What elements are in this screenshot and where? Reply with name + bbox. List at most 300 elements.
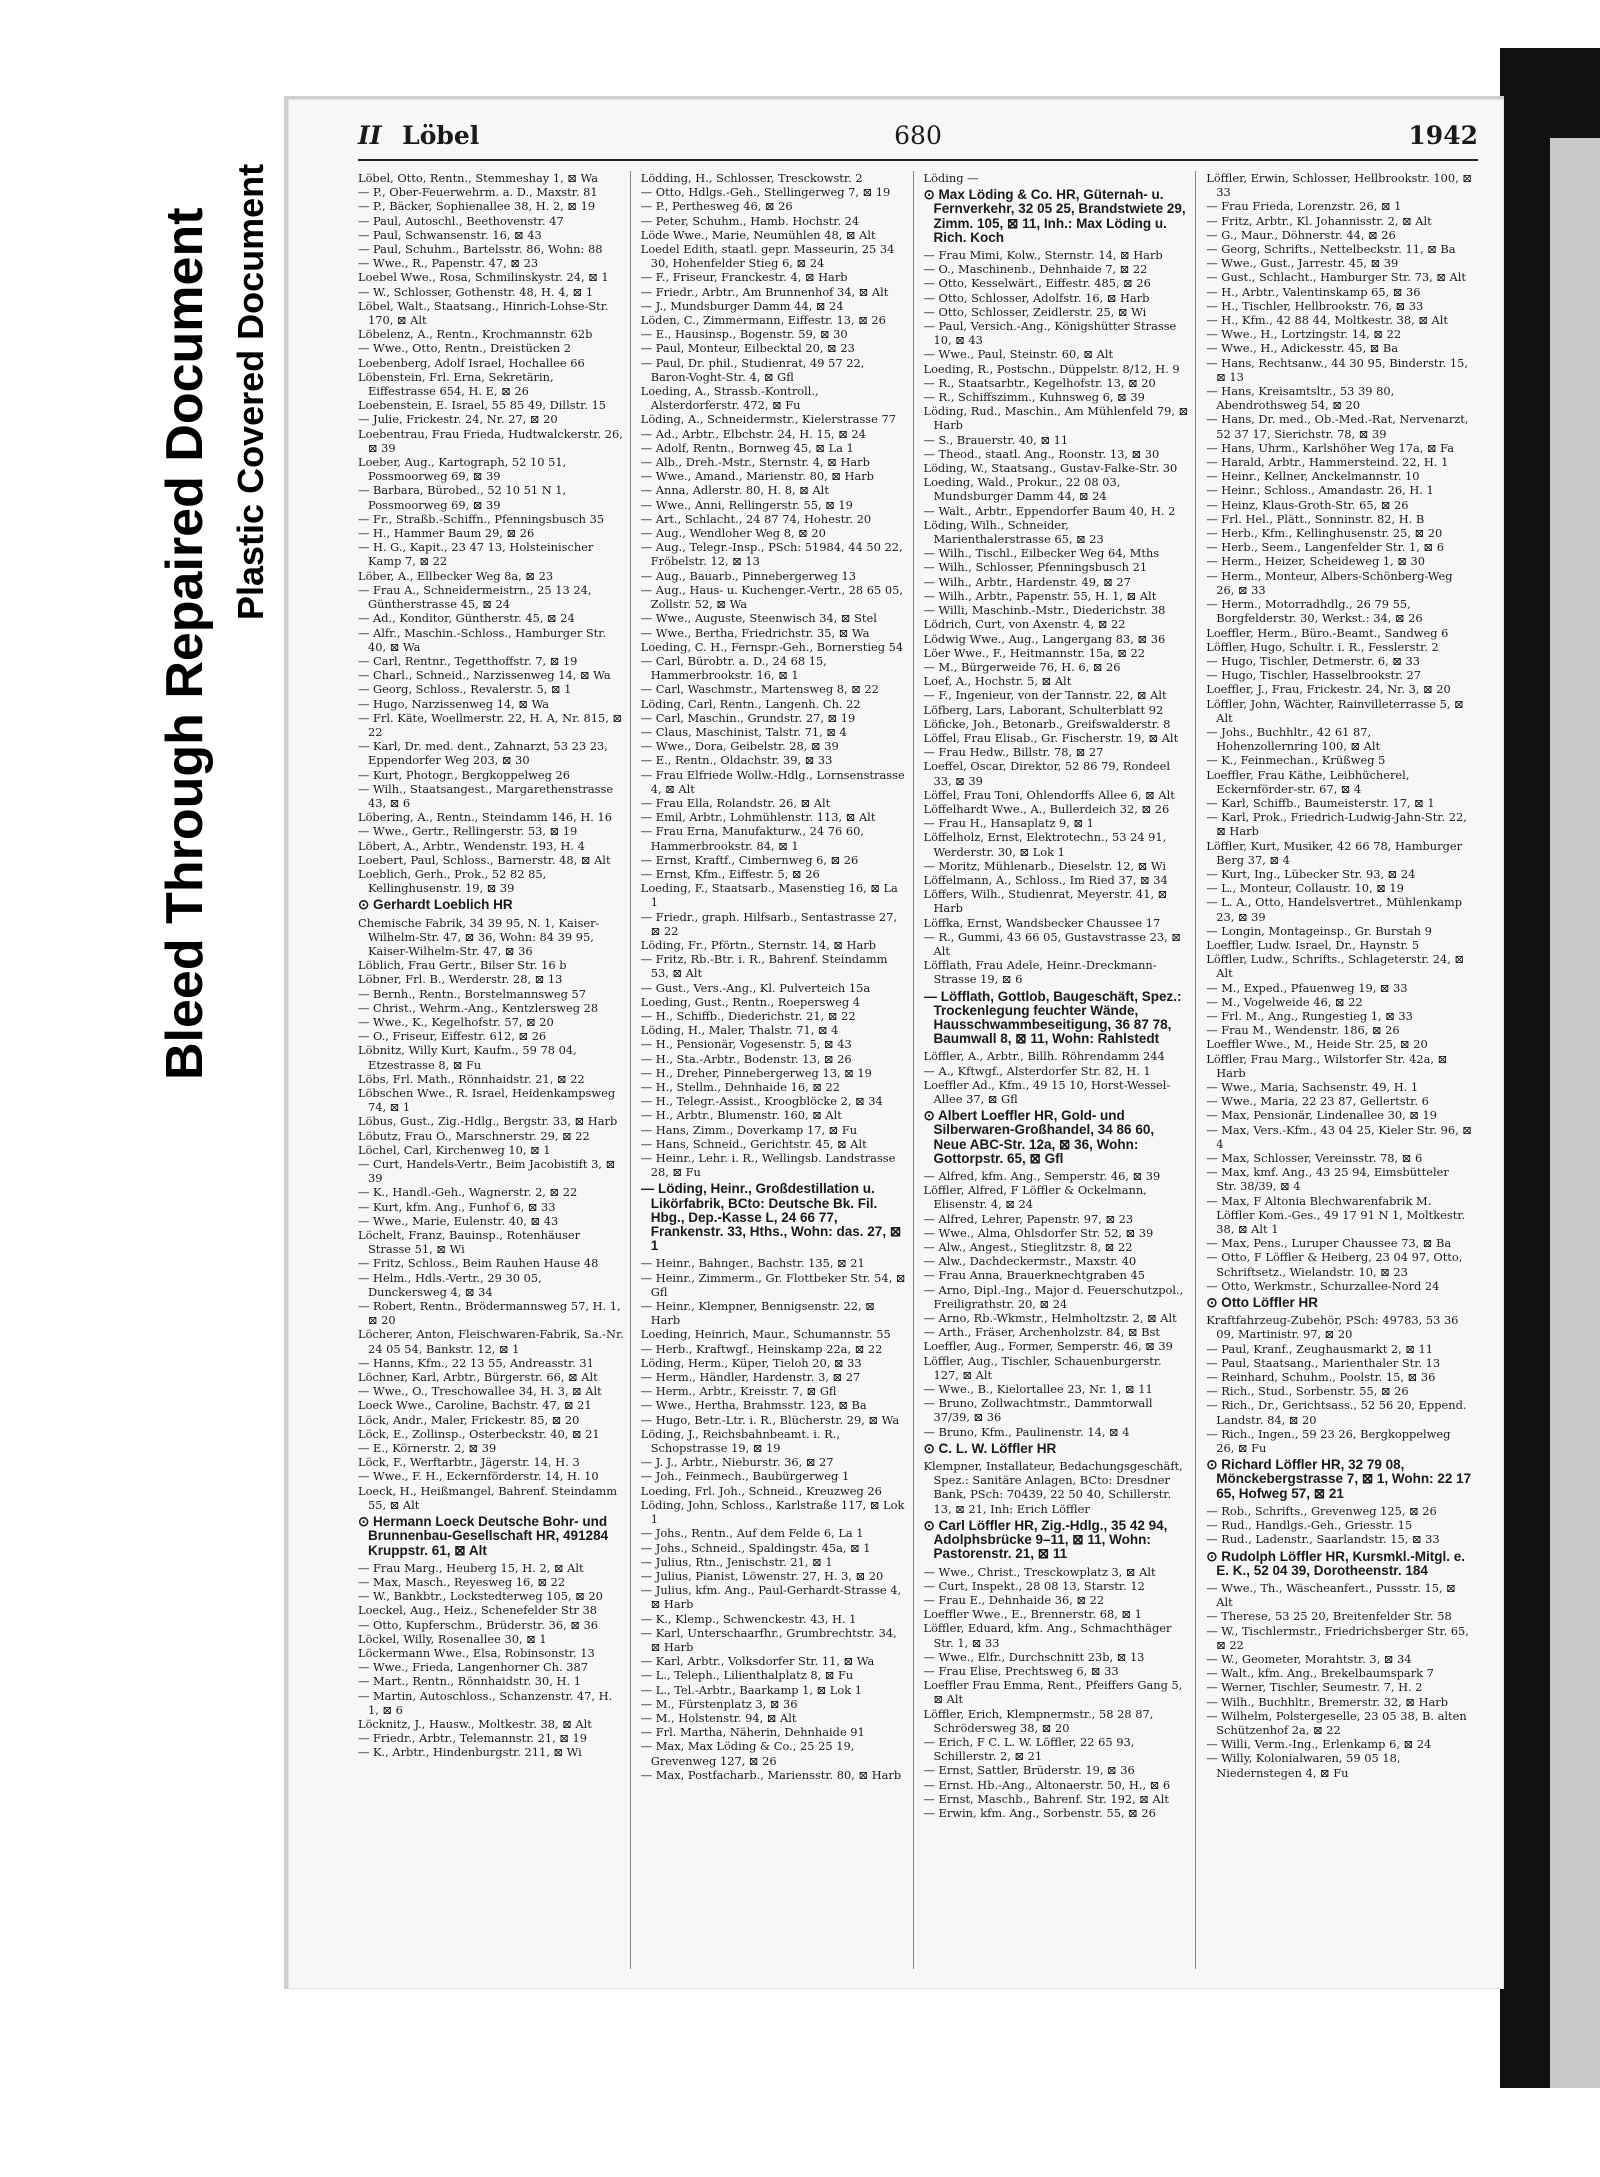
directory-entry: — Wwe., K., Kegelhofstr. 57, ⊠ 20 — [358, 1014, 554, 1029]
directory-entry: — Erwin, kfm. Ang., Sorbenstr. 55, ⊠ 26 — [923, 1805, 1156, 1820]
directory-entry: Löbschen Wwe., R. Israel, Heidenkampsweg 74, ⊠ 1 — [358, 1086, 616, 1115]
directory-entry: — Frau M., Wendenstr. 186, ⊠ 26 — [1206, 1023, 1400, 1038]
directory-entry: Loeding, Gust., Rentn., Roepersweg 4 — [640, 994, 861, 1009]
scan-edge — [1500, 48, 1600, 2088]
directory-entry: Loeding, A., Strassb.-Kontroll., Alsterdorferstr. 472, ⊠ Fu — [640, 384, 819, 413]
directory-entry: Löchner, Karl, Arbtr., Bürgerstr. 66, ⊠ Alt — [358, 1370, 598, 1385]
directory-entry: — Curt, Inspekt., 28 08 13, Starstr. 12 — [923, 1578, 1145, 1593]
directory-entry: — H., Sta.-Arbtr., Bodenstr. 13, ⊠ 26 — [640, 1051, 852, 1066]
directory-entry: — Alw., Dachdeckermstr., Maxstr. 40 — [923, 1254, 1137, 1269]
column-2 — [641, 171, 914, 1969]
directory-entry: — Frau E., Dehnhaide 36, ⊠ 22 — [923, 1592, 1105, 1607]
scan-edge-highlight — [1550, 138, 1600, 2088]
directory-entry: Loeffler Ad., Kfm., 49 15 10, Horst-Wessel-Allee 37, ⊠ Gfl — [923, 1077, 1171, 1106]
directory-entry: — H., Kfm., 42 88 44, Moltkestr. 38, ⊠ Alt — [1206, 313, 1448, 328]
directory-entry: — Herm., Motorradhdlg., 26 79 55, Borgfelderstr. 30, Werkst.: 34, ⊠ 26 — [1206, 597, 1423, 626]
directory-entry: — Hans, Uhrm., Karlshöher Weg 17a, ⊠ Fa — [1206, 440, 1455, 455]
directory-entry: Löfberg, Lars, Laborant, Schulterblatt 92 — [923, 702, 1164, 717]
directory-entry: — Rob., Schrifts., Grevenweg 125, ⊠ 26 — [1206, 1503, 1437, 1518]
directory-entry: — F., Friseur, Franckestr. 4, ⊠ Harb — [640, 270, 848, 285]
directory-entry: — Fritz, Arbtr., Kl. Johannisstr. 2, ⊠ Alt — [1206, 213, 1432, 228]
directory-entry: — Wwe., Anni, Rellingerstr. 55, ⊠ 19 — [640, 497, 853, 512]
directory-entry: — H., Dreher, Pinnebergerweg 13, ⊠ 19 — [640, 1065, 872, 1080]
directory-entry: — Karl, Prok., Friedrich-Ludwig-Jahn-Str. 22, ⊠ Harb — [1206, 810, 1467, 839]
directory-entry: Löbelenz, A., Rentn., Krochmannstr. 62b — [358, 327, 593, 342]
directory-entry: Löffler, Erich, Klempnermstr., 58 28 87, Schrödersweg 38, ⊠ 20 — [923, 1706, 1154, 1735]
directory-entry: — E., Hausinsp., Bogenstr. 59, ⊠ 30 — [640, 327, 848, 342]
directory-entry: — Wwe., Dora, Geibelstr. 28, ⊠ 39 — [640, 739, 839, 754]
directory-entry: — Carl, Bürobtr. a. D., 24 68 15, Hammerbrookstr. 16, ⊠ 1 — [640, 653, 827, 683]
directory-entry: Löffelholz, Ernst, Elektrotechn., 53 24 91, Werderstr. 30, ⊠ Lok 1 — [923, 830, 1167, 859]
directory-entry: — Otto, Kesselwärt., Eiffestr. 485, ⊠ 26 — [923, 276, 1151, 291]
directory-entry: — Werner, Tischler, Seumestr. 7, H. 2 — [1206, 1680, 1423, 1695]
directory-entry: Loebenberg, Adolf Israel, Hochallee 66 — [358, 355, 585, 370]
directory-entry: — Paul, Autoschl., Beethovenstr. 47 — [358, 213, 564, 228]
directory-entry: — K., Arbtr., Hindenburgstr. 211, ⊠ Wi — [358, 1745, 582, 1760]
directory-entry: — Helm., Hdls.-Vertr., 29 30 05, Dunckersweg 4, ⊠ 34 — [358, 1270, 542, 1299]
directory-entry: — Anna, Adlerstr. 80, H. 8, ⊠ Alt — [640, 483, 829, 498]
directory-entry: — Willi, Maschinb.-Mstr., Diederichstr. 38 — [923, 603, 1166, 618]
directory-entry: — Ernst, Kfm., Eiffestr. 5, ⊠ 26 — [640, 866, 820, 881]
directory-entry: — Julie, Frickestr. 24, Nr. 27, ⊠ 20 — [358, 412, 558, 427]
directory-entry: — Fr., Straßb.-Schiffn., Pfenningsbusch 35 — [358, 511, 605, 526]
directory-entry: — Hans, Kreisamtsltr., 53 39 80, Abendrothsweg 54, ⊠ 20 — [1206, 384, 1395, 413]
directory-entry: Loeber, Aug., Kartograph, 52 10 51, Possmoorweg 69, ⊠ 39 — [358, 455, 567, 484]
directory-entry: — Johs., Buchhltr., 42 61 87, Hohenzollernring 100, ⊠ Alt — [1206, 724, 1381, 754]
directory-entry: — H., Arbtr., Blumenstr. 160, ⊠ Alt — [640, 1108, 842, 1123]
directory-entry: — Wwe., H., Lortzingstr. 14, ⊠ 22 — [1206, 327, 1402, 342]
directory-entry: — W., Schlosser, Gothenstr. 48, H. 4, ⊠ 1 — [358, 284, 594, 299]
directory-entry: — Wwe., R., Papenstr. 47, ⊠ 23 — [358, 256, 539, 271]
directory-entry: — Heinr., Schloss., Amandastr. 26, H. 1 — [1206, 483, 1434, 498]
directory-entry: Klempner, Installateur, Bedachungsgeschäft, Spez.: Sanitäre Anlagen, BCto: Dresdner Bank, PSch: 70439, 22 50 40, Schillerstr. 13, ⊠ 21, Inh: Erich Löffler — [923, 1459, 1183, 1516]
directory-entry: — Adolf, Rentn., Bornweg 45, ⊠ La 1 — [640, 440, 854, 455]
directory-entry: Löbs, Frl. Math., Rönnhaidstr. 21, ⊠ 22 — [358, 1071, 585, 1086]
directory-entry: — Alfred, Lehrer, Papenstr. 97, ⊠ 23 — [923, 1211, 1134, 1226]
directory-entry: — Frl. Martha, Näherin, Dehnhaide 91 — [640, 1725, 865, 1740]
directory-entry: — Wilh., Buchhltr., Bremerstr. 32, ⊠ Harb — [1206, 1694, 1449, 1709]
directory-entry: — Wwe., Christ., Tresckowplatz 3, ⊠ Alt — [923, 1564, 1156, 1579]
directory-entry: — Georg, Schrifts., Nettelbeckstr. 11, ⊠ Ba — [1206, 242, 1456, 257]
directory-entry: Loeding, C. H., Fernspr.-Geh., Bornerstieg 54 — [640, 639, 904, 654]
directory-entry: — Otto, Werkmstr., Schurzallee-Nord 24 — [1206, 1278, 1440, 1293]
directory-entry: — Johs., Rentn., Auf dem Felde 6, La 1 — [640, 1526, 864, 1541]
directory-entry: Löbel, Otto, Rentn., Stemmeshay 1, ⊠ Wa — [358, 171, 599, 185]
directory-entry: — Carl, Rentnr., Tegetthoffstr. 7, ⊠ 19 — [358, 653, 578, 668]
directory-entry: Löffler, Aug., Tischler, Schauenburgerstr. 127, ⊠ Alt — [923, 1353, 1162, 1382]
directory-entry: — Arth., Fräser, Archenholzstr. 84, ⊠ Bst — [923, 1325, 1160, 1340]
directory-entry: — Longin, Montageinsp., Gr. Burstah 9 — [1206, 923, 1432, 938]
directory-entry: — Rich., Stud., Sorbenstr. 55, ⊠ 26 — [1206, 1384, 1409, 1399]
directory-entry: — Frl. Hel., Plätt., Sonninstr. 82, H. B — [1206, 511, 1425, 526]
directory-page — [284, 96, 1504, 1989]
directory-entry: — Paul, Staatsang., Marienthaler Str. 13 — [1206, 1355, 1441, 1370]
directory-entry: — Georg, Schloss., Revalerstr. 5, ⊠ 1 — [358, 682, 572, 697]
directory-entry: — Alfred, kfm. Ang., Semperstr. 46, ⊠ 39 — [923, 1169, 1161, 1184]
directory-entry: — E., Rentn., Oldachstr. 39, ⊠ 33 — [640, 753, 833, 768]
directory-entry: — Otto, F Löffler & Heiberg, 23 04 97, Otto, Schriftsetz., Wielandstr. 10, ⊠ 23 — [1206, 1250, 1463, 1279]
directory-entry: ⊙ Max Löding & Co. HR, Güternah- u. Fernverkehr, 32 05 25, Brandstwiete 29, Zimm. 105, ⊠ 11, Inh.: Max Löding u. Rich. Koch — [923, 187, 1186, 245]
directory-entry: — Löfflath, Gottlob, Baugeschäft, Spez.: Trockenlegung feuchter Wände, Hausschwammbeseitigung, 36 87 78, Baumwall 8, ⊠ 11, Wohn: Rahlstedt — [923, 988, 1182, 1047]
directory-entry: — Hugo, Tischler, Detmerstr. 6, ⊠ 33 — [1206, 653, 1420, 668]
directory-entry: — Fritz, Schloss., Beim Rauhen Hause 48 — [358, 1256, 599, 1271]
directory-entry: Löding — — [923, 171, 979, 185]
directory-entry: — Wwe., Maria, Sachsenstr. 49, H. 1 — [1206, 1080, 1419, 1094]
directory-year: 1942 — [1408, 121, 1478, 150]
directory-entry: Löden, C., Zimmermann, Eiffestr. 13, ⊠ 26 — [640, 313, 886, 328]
directory-entry: — Therese, 53 25 20, Breitenfelder Str. 58 — [1206, 1609, 1452, 1624]
column-1 — [358, 171, 631, 1969]
directory-entry: — Aug., Wendloher Weg 8, ⊠ 20 — [640, 526, 826, 541]
directory-entry: Löffler, Erwin, Schlosser, Hellbrookstr. 100, ⊠ 33 — [1206, 171, 1472, 200]
directory-entry: — Curt, Handels-Vertr., Beim Jacobistift 3, ⊠ 39 — [358, 1157, 616, 1186]
directory-entry: — Wwe., Hertha, Brahmsstr. 123, ⊠ Ba — [640, 1398, 867, 1413]
volume-number: II — [358, 121, 382, 150]
directory-entry: Loeblich, Gerh., Prok., 52 82 85, Kellinghusenstr. 19, ⊠ 39 — [358, 866, 547, 896]
directory-entry: — Löding, Heinr., Großdestillation u. Likörfabrik, BCto: Deutsche Bk. Fil. Hbg., Dep.-Kasse L, 24 66 77, Frankenstr. 33, Hths., Wohn: das. 27, ⊠ 1 — [640, 1181, 902, 1254]
directory-entry: — Harald, Arbtr., Hammersteind. 22, H. 1 — [1206, 455, 1449, 470]
directory-entry: — Friedr., Arbtr., Am Brunnenhof 34, ⊠ Alt — [640, 284, 889, 299]
directory-entry: — Fritz, Rb.-Btr. i. R., Bahrenf. Steindamm 53, ⊠ Alt — [640, 952, 888, 981]
directory-entry: Löding, John, Schloss., Karlstraße 117, ⊠ Lok 1 — [640, 1497, 905, 1527]
directory-entry: — Art., Schlacht., 24 87 74, Hohestr. 20 — [640, 511, 872, 526]
directory-entry: — Julius, Pianist, Löwenstr. 27, H. 3, ⊠ 20 — [640, 1568, 884, 1583]
directory-entry: Loeffler, J., Frau, Frickestr. 24, Nr. 3, ⊠ 20 — [1206, 682, 1451, 697]
directory-entry: — Barbara, Bürobed., 52 10 51 N 1, Possmoorweg 69, ⊠ 39 — [358, 483, 567, 512]
directory-entry: — Max, Schlosser, Vereinsstr. 78, ⊠ 6 — [1206, 1151, 1423, 1166]
directory-entry: — Otto, Schlosser, Adolfstr. 16, ⊠ Harb — [923, 290, 1150, 305]
directory-entry: — Herb., Seem., Langenfelder Str. 1, ⊠ 6 — [1206, 540, 1444, 555]
directory-entry: — Herb., Kfm., Kellinghusenstr. 25, ⊠ 20 — [1206, 526, 1443, 541]
directory-entry: Löffelmann, A., Schloss., Im Ried 37, ⊠ 34 — [923, 872, 1168, 887]
directory-entry: — Wwe., O., Treschowallee 34, H. 3, ⊠ Alt — [358, 1384, 602, 1399]
directory-entry: Löffka, Ernst, Wandsbecker Chaussee 17 — [923, 915, 1161, 930]
directory-entry: — L. A., Otto, Handelsvertret., Mühlenkamp 23, ⊠ 39 — [1206, 895, 1462, 924]
directory-entry: — Heinr., Lehr. i. R., Wellingsb. Landstrasse 28, ⊠ Fu — [640, 1151, 896, 1180]
directory-entry: — Max, Postfacharb., Mariensstr. 80, ⊠ Harb — [640, 1767, 902, 1782]
directory-entry: — Wwe., H., Adickesstr. 45, ⊠ Ba — [1206, 341, 1399, 356]
directory-entry: ⊙ Richard Löffler HR, 32 79 08, Mönckebergstrasse 7, ⊠ 1, Wohn: 22 17 65, Hofweg 57, ⊠ 21 — [1206, 1457, 1472, 1501]
directory-entry: — Joh., Feinmech., Baubürgerweg 1 — [640, 1469, 850, 1484]
directory-entry: Lödwig Wwe., Aug., Langergang 83, ⊠ 36 — [923, 631, 1166, 646]
directory-entry: Loeffel, Oscar, Direktor, 52 86 79, Rondeel 33, ⊠ 39 — [923, 759, 1171, 788]
directory-entry: Löffler, Eduard, kfm. Ang., Schmachthäger Str. 1, ⊠ 33 — [923, 1621, 1172, 1650]
directory-entry: — Erich, F C. L. W. Löffler, 22 65 93, Schillerstr. 2, ⊠ 21 — [923, 1734, 1135, 1764]
directory-entry: — Paul, Monteur, Eilbecktal 20, ⊠ 23 — [640, 341, 855, 356]
directory-entry: Löbnitz, Willy Kurt, Kaufm., 59 78 04, Etzestrasse 8, ⊠ Fu — [358, 1043, 577, 1072]
directory-entry: — Robert, Rentn., Brödermannsweg 57, H. 1, ⊠ 20 — [358, 1299, 621, 1328]
directory-entry: Löffler, Kurt, Musiker, 42 66 78, Hamburger Berg 37, ⊠ 4 — [1206, 838, 1463, 867]
directory-entry: — Paul, Schuhm., Bartelsstr. 86, Wohn: 88 — [358, 242, 603, 257]
directory-entry: Loeding, R., Postschn., Düppelstr. 8/12, H. 9 — [923, 361, 1180, 376]
directory-entry: — Gust., Schlacht., Hamburger Str. 73, ⊠ Alt — [1206, 270, 1466, 285]
directory-entry: — Frau H., Hansaplatz 9, ⊠ 1 — [923, 816, 1094, 831]
directory-entry: — Wwe., Amand., Marienstr. 80, ⊠ Harb — [640, 469, 874, 484]
directory-entry: — Karl, Unterschaarfhr., Grumbrechtstr. 34, ⊠ Harb — [640, 1625, 897, 1654]
directory-entry: — Wwe., Otto, Rentn., Dreistücken 2 — [358, 341, 572, 356]
directory-entry: — Bernh., Rentn., Borstelmannsweg 57 — [358, 986, 587, 1001]
directory-entry: Loeding, Frl. Joh., Schneid., Kreuzweg 26 — [640, 1483, 882, 1498]
directory-entry: — Walt., Arbtr., Eppendorfer Baum 40, H. 2 — [923, 503, 1176, 518]
directory-entry: Chemische Fabrik, 34 39 95, N. 1, Kaiser-Wilhelm-Str. 47, ⊠ 36, Wohn: 84 39 95, Kaiser-Wilhelm-Str. 47, ⊠ 36 — [358, 915, 600, 958]
directory-entry: — Willi, Verm.-Ing., Erlenkamp 6, ⊠ 24 — [1206, 1737, 1432, 1752]
directory-entry: Lödding, H., Schlosser, Tresckowstr. 2 — [640, 171, 863, 185]
bleed-through-label: Bleed Through Repaired Document — [156, 207, 214, 1080]
directory-entry: Loef, A., Hochstr. 5, ⊠ Alt — [923, 674, 1072, 689]
directory-entry: Lödrich, Curt, von Axenstr. 4, ⊠ 22 — [923, 617, 1126, 632]
directory-entry: — Wwe., Frieda, Langenhorner Ch. 387 — [358, 1660, 589, 1675]
directory-entry: — Hugo, Tischler, Hasselbrookstr. 27 — [1206, 668, 1422, 683]
directory-entry: — Martin, Autoschloss., Schanzenstr. 47, H. 1, ⊠ 6 — [358, 1688, 613, 1717]
directory-entry: ⊙ Albert Loeffler HR, Gold- und Silberwaren-Großhandel, 34 86 60, Neue ABC-Str. 12a, ⊠ 36, Wohn: Gottorpstr. 65, ⊠ Gfl — [923, 1108, 1155, 1166]
directory-entry: — Peter, Schuhm., Hamb. Hochstr. 24 — [640, 213, 860, 228]
directory-entry: — Hanns, Kfm., 22 13 55, Andreasstr. 31 — [358, 1355, 594, 1370]
directory-entry: — L., Monteur, Collaustr. 10, ⊠ 19 — [1206, 881, 1404, 896]
directory-entry: — Ernst, Kraftf., Cimbernweg 6, ⊠ 26 — [640, 852, 859, 867]
directory-entry: — Wwe., Alma, Ohlsdorfer Str. 52, ⊠ 39 — [923, 1225, 1154, 1240]
directory-entry: — Max, Max Löding & Co., 25 25 19, Grevenweg 127, ⊠ 26 — [640, 1739, 855, 1768]
directory-entry: — P., Bäcker, Sophienallee 38, H. 2, ⊠ 19 — [358, 199, 596, 214]
directory-entry: — Heinz, Klaus-Groth-Str. 65, ⊠ 26 — [1206, 497, 1409, 512]
directory-entry: — Hans, Dr. med., Ob.-Med.-Rat, Nervenarzt, 52 37 17, Sierichstr. 78, ⊠ 39 — [1206, 412, 1469, 441]
directory-entry: — Rud., Ladenstr., Saarlandstr. 15, ⊠ 33 — [1206, 1532, 1440, 1547]
directory-entry: — Herm., Händler, Hardenstr. 3, ⊠ 27 — [640, 1370, 861, 1385]
directory-entry: — Hans, Schneid., Gerichtstr. 45, ⊠ Alt — [640, 1136, 867, 1151]
directory-entry: Löckermann Wwe., Elsa, Robinsonstr. 13 — [358, 1645, 595, 1660]
directory-entry: — Moritz, Mühlenarb., Dieselstr. 12, ⊠ Wi — [923, 858, 1167, 873]
directory-entry: Löffler, John, Wächter, Rainvilleterrasse 5, ⊠ Alt — [1206, 696, 1464, 725]
directory-entry: — Paul, Schwansenstr. 16, ⊠ 43 — [358, 227, 542, 242]
directory-entry: Löck, F., Werftarbtr., Jägerstr. 14, H. 3 — [358, 1455, 580, 1470]
directory-entry: — M., Bürgerweide 76, H. 6, ⊠ 26 — [923, 659, 1121, 674]
directory-entry: — Max, Pensionär, Lindenallee 30, ⊠ 19 — [1206, 1108, 1438, 1123]
directory-entry: — Kurt, kfm. Ang., Funhof 6, ⊠ 33 — [358, 1199, 556, 1214]
directory-entry: Löding, Carl, Rentn., Langenh. Ch. 22 — [640, 696, 861, 711]
directory-entry: — Arno, Rb.-Wkmstr., Helmholtzstr. 2, ⊠ Alt — [923, 1311, 1177, 1326]
directory-entry: — Frau Ella, Rolandstr. 26, ⊠ Alt — [640, 795, 831, 810]
directory-entry: — H., Schiffb., Diederichstr. 21, ⊠ 22 — [640, 1008, 856, 1023]
directory-entry: — Kurt, Ing., Lübecker Str. 93, ⊠ 24 — [1206, 866, 1416, 881]
directory-entry: — Frl. Käte, Woellmerstr. 22, H. A, Nr. 815, ⊠ 22 — [358, 710, 623, 739]
directory-entry: — H., Tischler, Hellbrookstr. 76, ⊠ 33 — [1206, 298, 1424, 313]
directory-entry: Loebel Wwe., Rosa, Schmilinskystr. 24, ⊠ 1 — [358, 270, 609, 285]
directory-entry: — A., Kftwgf., Alsterdorfer Str. 82, H. 1 — [923, 1063, 1151, 1078]
directory-entry: Loeffler Wwe., M., Heide Str. 25, ⊠ 20 — [1206, 1037, 1428, 1052]
directory-entry: — Otto, Hdlgs.-Geh., Stellingerweg 7, ⊠ 19 — [640, 185, 891, 200]
directory-entry: ⊙ Otto Löffler HR — [1206, 1295, 1319, 1311]
directory-entry: — Aug., Telegr.-Insp., PSch: 51984, 44 50 22, Fröbelstr. 12, ⊠ 13 — [640, 540, 903, 569]
directory-entry: Löffler, Hugo, Schultr. i. R., Fesslerstr. 2 — [1206, 639, 1439, 654]
directory-entry: — Ad., Konditor, Güntherstr. 45, ⊠ 24 — [358, 611, 575, 626]
directory-entry: — Max, Vers.-Kfm., 43 04 25, Kieler Str. 96, ⊠ 4 — [1206, 1122, 1472, 1151]
directory-entry: — Emil, Arbtr., Lohmühlenstr. 113, ⊠ Alt — [640, 810, 876, 825]
directory-entry: — Herm., Heizer, Scheideweg 1, ⊠ 30 — [1206, 554, 1426, 569]
directory-entry: — Friedr., Arbtr., Telemannstr. 21, ⊠ 19 — [358, 1731, 588, 1746]
directory-entry: — Heinr., Kellner, Anckelmannstr. 10 — [1206, 469, 1420, 484]
directory-entry: Löck, E., Zollinsp., Osterbeckstr. 40, ⊠ 21 — [358, 1426, 600, 1441]
directory-entry: Loeding, Heinrich, Maur., Schumannstr. 55 — [640, 1327, 891, 1342]
directory-entry: — H., Arbtr., Valentinskamp 65, ⊠ 36 — [1206, 284, 1421, 299]
directory-entry: — Frau Anna, Brauerknechtgraben 45 — [923, 1268, 1145, 1283]
directory-entry: Löffel, Frau Elisab., Gr. Fischerstr. 19, ⊠ Alt — [923, 730, 1179, 745]
directory-entry: — S., Brauerstr. 40, ⊠ 11 — [923, 432, 1069, 447]
directory-entry: — Rich., Ingen., 59 23 26, Bergkoppelweg 26, ⊠ Fu — [1206, 1426, 1451, 1456]
directory-entry: Löbner, Frl. B., Werderstr. 28, ⊠ 13 — [358, 972, 563, 987]
directory-entry: — K., Klemp., Schwenckestr. 43, H. 1 — [640, 1611, 857, 1626]
directory-entry: — M., Exped., Pfauenweg 19, ⊠ 33 — [1206, 980, 1408, 995]
directory-entry: Löffler, Ludw., Schrifts., Schlageterstr. 24, ⊠ Alt — [1206, 952, 1465, 981]
directory-entry: — K., Handl.-Geh., Wagnerstr. 2, ⊠ 22 — [358, 1185, 578, 1200]
directory-entry: — H., Pensionär, Vogesenstr. 5, ⊠ 43 — [640, 1037, 852, 1052]
directory-entry: — Frau Mimi, Kolw., Sternstr. 14, ⊠ Harb — [923, 248, 1163, 263]
directory-entry: — F., Ingenieur, von der Tannstr. 22, ⊠ Alt — [923, 688, 1167, 703]
directory-entry: — Wwe., B., Kielortallee 23, Nr. 1, ⊠ 11 — [923, 1382, 1153, 1397]
directory-entry: Loeding, Wald., Prokur., 22 08 03, Mundsburger Damm 44, ⊠ 24 — [923, 475, 1121, 504]
directory-entry: — W., Bankbtr., Lockstedterweg 105, ⊠ 20 — [358, 1589, 603, 1604]
directory-entry: — Max, Masch., Reyesweg 16, ⊠ 22 — [358, 1574, 566, 1589]
directory-entry: ⊙ Rudolph Löffler HR, Kursmkl.-Mitgl. e. E. K., 52 04 39, Dorotheenstr. 184 — [1206, 1548, 1466, 1578]
directory-entry: — H., Telegr.-Assist., Kroogblöcke 2, ⊠ 34 — [640, 1094, 883, 1109]
directory-entry: Löbert, A., Arbtr., Wendenstr. 193, H. 4 — [358, 838, 585, 853]
directory-entry: — Ernst, Maschb., Bahrenf. Str. 192, ⊠ Alt — [923, 1791, 1169, 1806]
directory-entry: Löffelhardt Wwe., A., Bullerdeich 32, ⊠ 26 — [923, 801, 1170, 816]
directory-entry: Löding, H., Maler, Thalstr. 71, ⊠ 4 — [640, 1023, 839, 1038]
directory-entry: — Wwe., Gertr., Rellingerstr. 53, ⊠ 19 — [358, 824, 578, 839]
directory-columns — [358, 171, 1478, 1969]
directory-entry: — Hugo, Betr.-Ltr. i. R., Blücherstr. 29, ⊠ Wa — [640, 1412, 900, 1427]
directory-entry: Löffler, A., Arbtr., Billh. Röhrendamm 244 — [923, 1049, 1165, 1064]
directory-entry: — Carl, Maschin., Grundstr. 27, ⊠ 19 — [640, 710, 856, 725]
directory-entry: — Herm., Arbtr., Kreisstr. 7, ⊠ Gfl — [640, 1384, 837, 1399]
directory-entry: Loeffler Wwe., E., Brennerstr. 68, ⊠ 1 — [923, 1607, 1142, 1622]
column-3 — [924, 171, 1197, 1969]
directory-entry: — Heinr., Klempner, Bennigsenstr. 22, ⊠ Harb — [640, 1299, 875, 1328]
directory-entry: — J. J., Arbtr., Nieburstr. 36, ⊠ 27 — [640, 1455, 834, 1470]
directory-entry: Loeffler, Ludw. Israel, Dr., Haynstr. 5 — [1206, 937, 1420, 952]
directory-entry: — J., Mundsburger Damm 44, ⊠ 24 — [640, 298, 844, 313]
directory-entry: Löffers, Wilh., Studienrat, Meyerstr. 41, ⊠ Harb — [923, 887, 1168, 916]
directory-entry: — L., Teleph., Lilienthalplatz 8, ⊠ Fu — [640, 1668, 854, 1683]
directory-entry: Löblich, Frau Gertr., Bilser Str. 16 b — [358, 958, 567, 973]
directory-entry: — Wilh., Tischl., Eilbecker Weg 64, Mths — [923, 546, 1160, 561]
directory-entry: Loeffler Frau Emma, Rent., Pfeiffers Gang 5, ⊠ Alt — [923, 1678, 1183, 1707]
directory-entry: Löck, Andr., Maler, Frickestr. 85, ⊠ 20 — [358, 1412, 580, 1427]
directory-entry: — Frau Marg., Heuberg 15, H. 2, ⊠ Alt — [358, 1560, 584, 1575]
directory-entry: — Gust., Vers.-Ang., Kl. Pulverteich 15a — [640, 980, 871, 995]
directory-entry: — M., Vogelweide 46, ⊠ 22 — [1206, 994, 1363, 1009]
directory-entry: — Julius, kfm. Ang., Paul-Gerhardt-Strasse 4, ⊠ Harb — [640, 1583, 902, 1612]
directory-entry: — Rich., Dr., Gerichtsass., 52 56 20, Eppend. Landstr. 84, ⊠ 20 — [1206, 1398, 1467, 1427]
directory-entry: — Paul, Dr. phil., Studienrat, 49 57 22, Baron-Voght-Str. 4, ⊠ Gfl — [640, 355, 865, 384]
page-number: 680 — [894, 121, 942, 150]
directory-entry: — O., Friseur, Eiffestr. 612, ⊠ 26 — [358, 1029, 547, 1044]
directory-entry: Löcknitz, J., Hausw., Moltkestr. 38, ⊠ Alt — [358, 1716, 592, 1731]
directory-entry: — Frau Elfriede Wollw.-Hdlg., Lornsenstrasse 4, ⊠ Alt — [640, 767, 905, 796]
directory-entry: — P., Ober-Feuerwehrm. a. D., Maxstr. 81 — [358, 185, 598, 200]
directory-entry: Löding, Wilh., Schneider, Marienthalerstrasse 65, ⊠ 23 — [923, 517, 1104, 547]
directory-entry: — H., Stellm., Dehnhaide 16, ⊠ 22 — [640, 1080, 840, 1094]
directory-entry: — Wilh., Staatsangest., Margarethenstrasse 43, ⊠ 6 — [358, 781, 614, 810]
directory-entry: — Arno, Dipl.-Ing., Major d. Feuerschutzpol., Freiligrathstr. 20, ⊠ 24 — [923, 1282, 1184, 1311]
directory-entry: — Aug., Haus- u. Kuchenger.-Vertr., 28 65 05, Zollstr. 52, ⊠ Wa — [640, 582, 904, 612]
directory-entry: — Otto, Schlosser, Zeidlerstr. 25, ⊠ Wi — [923, 304, 1147, 319]
directory-entry: — H. G., Kapit., 23 47 13, Holsteinischer Kamp 7, ⊠ 22 — [358, 540, 594, 569]
directory-entry: — Paul, Versich.-Ang., Königshütter Strasse 10, ⊠ 43 — [923, 319, 1177, 348]
directory-entry: Löbus, Gust., Zig.-Hdlg., Bergstr. 33, ⊠ Harb — [358, 1114, 618, 1129]
directory-entry: Löfflath, Frau Adele, Heinr.-Dreckmann-Strasse 19, ⊠ 6 — [923, 958, 1157, 987]
directory-entry: Löffler, Frau Marg., Wilstorfer Str. 42a, ⊠ Harb — [1206, 1051, 1448, 1080]
directory-entry: Loebert, Paul, Schloss., Barnerstr. 48, ⊠ Alt — [358, 852, 611, 867]
directory-entry: Löding, Fr., Pförtn., Sternstr. 14, ⊠ Harb — [640, 937, 877, 952]
directory-entry: — Alfr., Maschin.-Schloss., Hamburger Str. 40, ⊠ Wa — [358, 625, 607, 654]
directory-entry: Löding, J., Reichsbahnbeamt. i. R., Schopstrasse 19, ⊠ 19 — [640, 1426, 840, 1456]
directory-entry: — Otto, Kupferschm., Brüderstr. 36, ⊠ 36 — [358, 1617, 598, 1632]
directory-entry: — Rud., Handlgs.-Geh., Griesstr. 15 — [1206, 1518, 1413, 1533]
directory-entry: — Max, F Altonia Blechwarenfabrik M. Löffler Kom.-Ges., 49 17 91 N 1, Moltkestr. 38, ⊠ Alt 1 — [1206, 1193, 1466, 1237]
directory-entry: — Alw., Angest., Stieglitzstr. 8, ⊠ 22 — [923, 1240, 1133, 1255]
directory-entry: — Karl, Dr. med. dent., Zahnarzt, 53 23 23, Eppendorfer Weg 203, ⊠ 30 — [358, 739, 608, 768]
directory-entry: — P., Perthesweg 46, ⊠ 26 — [640, 199, 793, 214]
directory-entry: — Carl, Waschmstr., Martensweg 8, ⊠ 22 — [640, 682, 879, 697]
directory-entry: — Ad., Arbtr., Elbchstr. 24, H. 15, ⊠ 24 — [640, 426, 866, 441]
directory-entry: — Aug., Bauarb., Pinnebergerweg 13 — [640, 568, 856, 583]
directory-entry: — W., Geometer, Morahtstr. 3, ⊠ 34 — [1206, 1651, 1412, 1666]
directory-entry: Löding, Rud., Maschin., Am Mühlenfeld 79, ⊠ Harb — [923, 404, 1189, 433]
directory-entry: Löbel, Walt., Staatsang., Hinrich-Lohse-Str. 170, ⊠ Alt — [358, 298, 609, 328]
directory-entry: — Max, kmf. Ang., 43 25 94, Eimsbütteler Str. 38/39, ⊠ 4 — [1206, 1165, 1449, 1194]
directory-entry: — Frau A., Schneidermeistrn., 25 13 24, Güntherstrasse 45, ⊠ 24 — [358, 582, 592, 612]
directory-entry: — Hugo, Narzissenweg 14, ⊠ Wa — [358, 696, 550, 711]
directory-entry: — H., Hammer Baum 29, ⊠ 26 — [358, 526, 535, 541]
directory-entry: — Max, Pens., Luruper Chaussee 73, ⊠ Ba — [1206, 1236, 1452, 1251]
directory-entry: Loeffler, Herm., Büro.-Beamt., Sandweg 6 — [1206, 625, 1449, 640]
directory-entry: Löbutz, Frau O., Marschnerstr. 29, ⊠ 22 — [358, 1128, 590, 1143]
directory-entry: — Wilh., Arbtr., Papenstr. 55, H. 1, ⊠ Alt — [923, 588, 1157, 603]
directory-entry: — Ernst. Hb.-Ang., Altonaerstr. 50, H., ⊠ 6 — [923, 1777, 1171, 1792]
directory-entry: — Theod., staatl. Ang., Roonstr. 13, ⊠ 30 — [923, 446, 1160, 461]
directory-entry: Löding, W., Staatsang., Gustav-Falke-Str. 30 — [923, 461, 1178, 476]
directory-entry: Löchel, Carl, Kirchenweg 10, ⊠ 1 — [358, 1142, 551, 1157]
directory-entry: — Frl. M., Ang., Rungestieg 1, ⊠ 33 — [1206, 1008, 1413, 1023]
directory-entry: — Wwe., Gust., Jarrestr. 45, ⊠ 39 — [1206, 256, 1399, 271]
directory-entry: Löffler, Alfred, F Löffler & Ockelmann, Elisenstr. 4, ⊠ 24 — [923, 1183, 1147, 1212]
directory-entry: Loeffler, Frau Käthe, Leibhücherel, Eckernförder-str. 67, ⊠ 4 — [1206, 767, 1410, 796]
directory-entry: — Wwe., Paul, Steinstr. 60, ⊠ Alt — [923, 347, 1114, 362]
directory-entry: — R., Schiffszimm., Kuhnsweg 6, ⊠ 39 — [923, 390, 1145, 405]
directory-entry: ⊙ C. L. W. Löffler HR — [923, 1440, 1057, 1456]
directory-entry: Loebenstein, E. Israel, 55 85 49, Dillstr. 15 — [358, 398, 607, 413]
directory-entry: Loeffler, Aug., Former, Semperstr. 46, ⊠ 39 — [923, 1339, 1173, 1354]
directory-entry: — Willy, Kolonialwaren, 59 05 18, Niedernstegen 4, ⊠ Fu — [1206, 1751, 1401, 1780]
directory-entry: Kraftfahrzeug-Zubehör, PSch: 49783, 53 36 09, Martinistr. 97, ⊠ 20 — [1206, 1313, 1459, 1342]
directory-entry: Löding, A., Schneidermstr., Kielerstrasse 77 — [640, 412, 896, 427]
directory-entry: — Wwe., F. H., Eckernförderstr. 14, H. 10 — [358, 1469, 599, 1484]
directory-entry: ⊙ Gerhardt Loeblich HR — [358, 897, 513, 913]
directory-entry: Löficke, Joh., Betonarb., Greifswalderstr. 8 — [923, 716, 1171, 731]
directory-entry: — Kurt, Photogr., Bergkoppelweg 26 — [358, 767, 570, 782]
directory-entry: — Mart., Rentn., Rönnhaidstr. 30, H. 1 — [358, 1674, 581, 1689]
directory-entry: — Johs., Schneid., Spaldingstr. 45a, ⊠ 1 — [640, 1540, 871, 1555]
directory-entry: — Wwe., Marie, Eulenstr. 40, ⊠ 43 — [358, 1213, 559, 1228]
directory-entry: — Frau Hedw., Billstr. 78, ⊠ 27 — [923, 745, 1104, 760]
directory-entry: — Herm., Monteur, Albers-Schönberg-Weg 26, ⊠ 33 — [1206, 568, 1453, 597]
directory-entry: — Karl, Arbtr., Volksdorfer Str. 11, ⊠ Wa — [640, 1654, 875, 1669]
directory-entry: — Hans, Rechtsanw., 44 30 95, Binderstr. 15, ⊠ 13 — [1206, 355, 1469, 384]
directory-entry: ⊙ Carl Löffler HR, Zig.-Hdlg., 35 42 94, Adolphsbrücke 9–11, ⊠ 11, Wohn: Pastorenstr. 21, ⊠ 11 — [923, 1517, 1168, 1562]
directory-entry: — W., Tischlermstr., Friedrichsberger Str. 65, ⊠ 22 — [1206, 1623, 1469, 1652]
directory-entry: — Wwe., Th., Wäscheanfert., Pussstr. 15, ⊠ Alt — [1206, 1580, 1456, 1610]
directory-entry: — Bruno, Kfm., Paulinenstr. 14, ⊠ 4 — [923, 1424, 1130, 1439]
